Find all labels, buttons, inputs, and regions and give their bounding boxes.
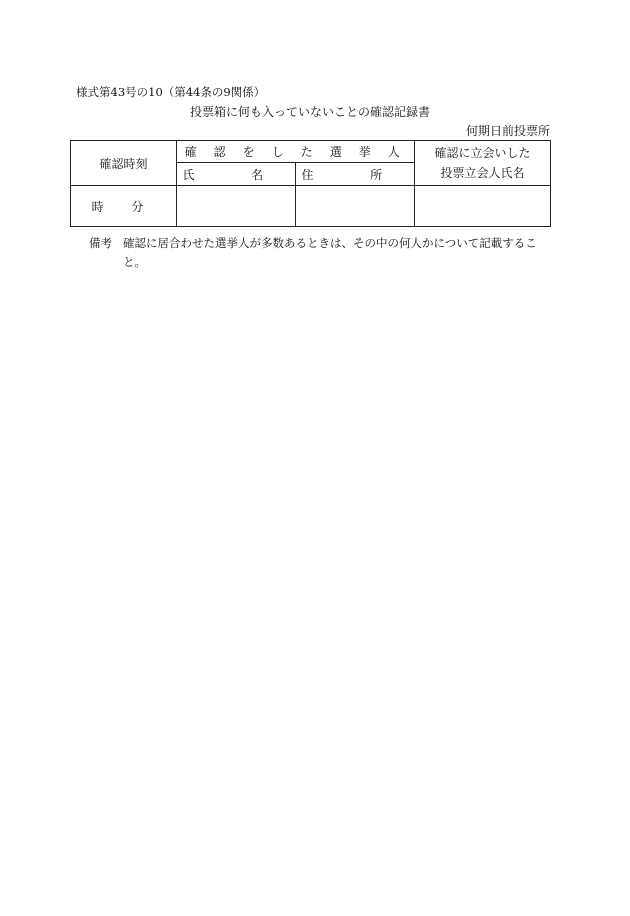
- polling-place: 何期日前投票所: [465, 124, 550, 138]
- header-witness-line2: 投票立会人氏名: [440, 166, 525, 180]
- header-confirming-electors: 確 認 を し た 選 挙 人: [177, 141, 415, 163]
- cell-name: [177, 186, 296, 227]
- header-confirmation-time: 確認時刻: [71, 141, 177, 186]
- form-number: 様式第43号の10（第44条の9関係）: [76, 85, 266, 99]
- table-row: [71, 186, 551, 227]
- header-address: 住 所: [296, 163, 415, 186]
- remarks-text: 確認に居合わせた選挙人が多数あるときは、その中の何人かについて記載すること。: [123, 236, 537, 269]
- document-title: 投票箱に何も入っていないことの確認記録書: [189, 105, 430, 119]
- header-witness-name: [415, 141, 551, 186]
- table-header-row: [71, 141, 551, 163]
- header-witness-line1: 確認に立会いした: [434, 146, 531, 160]
- confirmation-record-table: [70, 140, 551, 227]
- remarks: [89, 234, 557, 272]
- remarks-label: 備考: [89, 236, 112, 250]
- cell-time: 時 分: [71, 186, 177, 227]
- header-name: 氏 名: [177, 163, 296, 186]
- cell-address: [296, 186, 415, 227]
- cell-witness: [415, 186, 551, 227]
